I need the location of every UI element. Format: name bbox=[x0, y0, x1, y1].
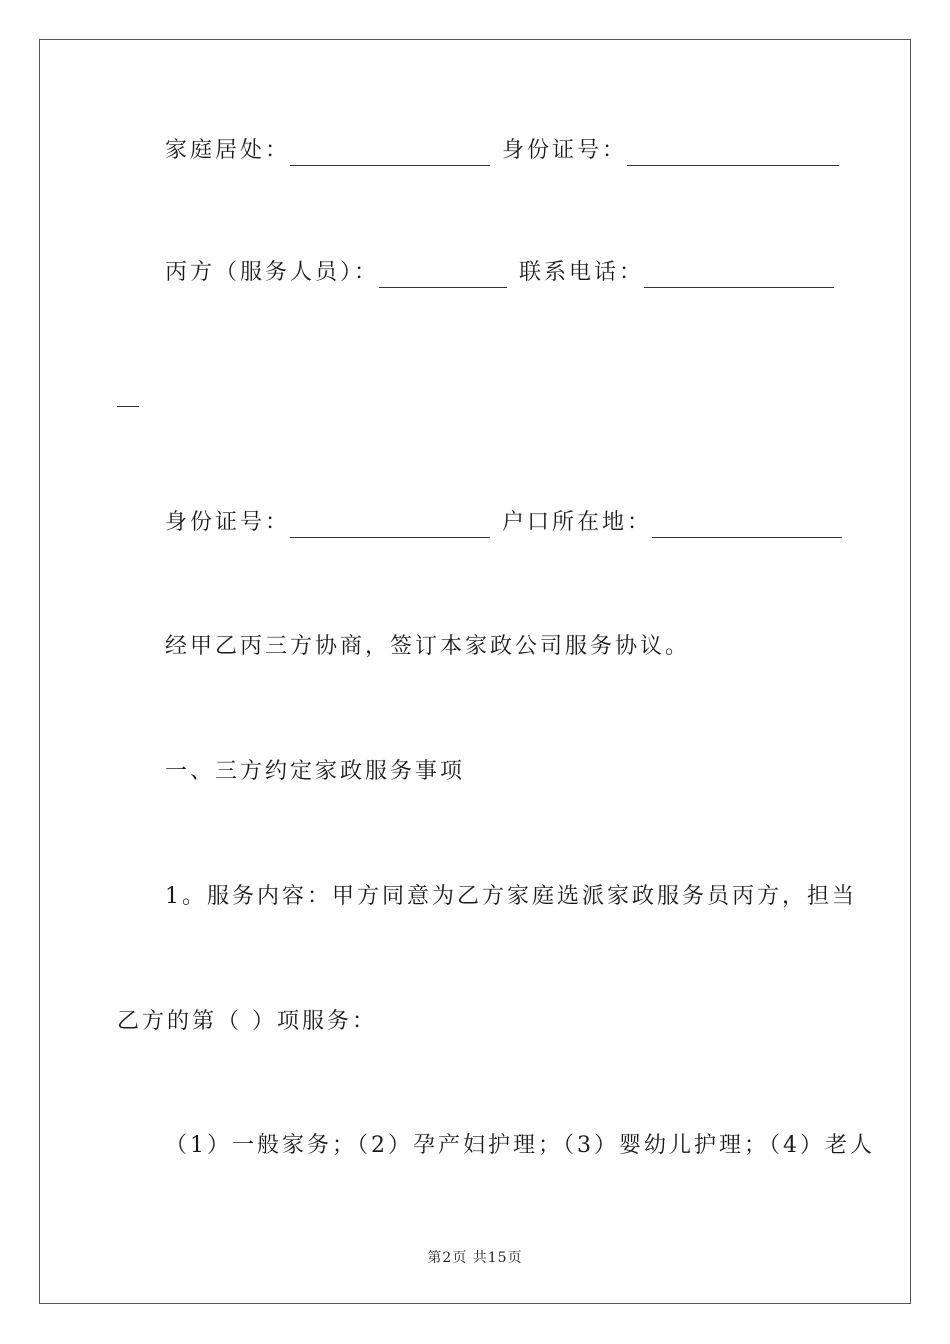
id-household-row bbox=[165, 508, 842, 538]
phone-blank-continuation[interactable] bbox=[117, 406, 139, 407]
home-address-row bbox=[165, 136, 839, 166]
home-address-label: 家庭居处： bbox=[165, 138, 291, 163]
service-options-line: （1）一般家务；（2）孕产妇护理；（3）婴幼儿护理；（4）老人 bbox=[165, 1133, 875, 1158]
negotiation-paragraph: 经甲乙丙三方协商，签订本家政公司服务协议。 bbox=[165, 634, 691, 659]
party-c-row bbox=[165, 258, 834, 288]
section-one-heading: 一、三方约定家政服务事项 bbox=[165, 759, 466, 784]
id-number-blank-2[interactable] bbox=[290, 517, 490, 538]
id-number-label-1: 身份证号： bbox=[502, 138, 628, 163]
page-footer: 第2页 共15页 bbox=[427, 1250, 523, 1266]
household-label: 户口所在地： bbox=[502, 510, 653, 535]
household-blank[interactable] bbox=[652, 517, 842, 538]
item-1-line-1: 1。服务内容：甲方同意为乙方家庭选派家政服务员丙方，担当 bbox=[165, 884, 857, 909]
phone-blank[interactable] bbox=[644, 267, 834, 288]
party-c-label: 丙方（服务人员）： bbox=[165, 260, 380, 285]
party-c-blank[interactable] bbox=[379, 267, 507, 288]
page-border bbox=[39, 39, 911, 1304]
item-1-line-2: 乙方的第（ ）项服务： bbox=[117, 1009, 377, 1034]
home-address-blank[interactable] bbox=[290, 145, 490, 166]
id-number-label-2: 身份证号： bbox=[165, 510, 291, 535]
phone-label: 联系电话： bbox=[519, 260, 645, 285]
id-number-blank-1[interactable] bbox=[627, 145, 839, 166]
